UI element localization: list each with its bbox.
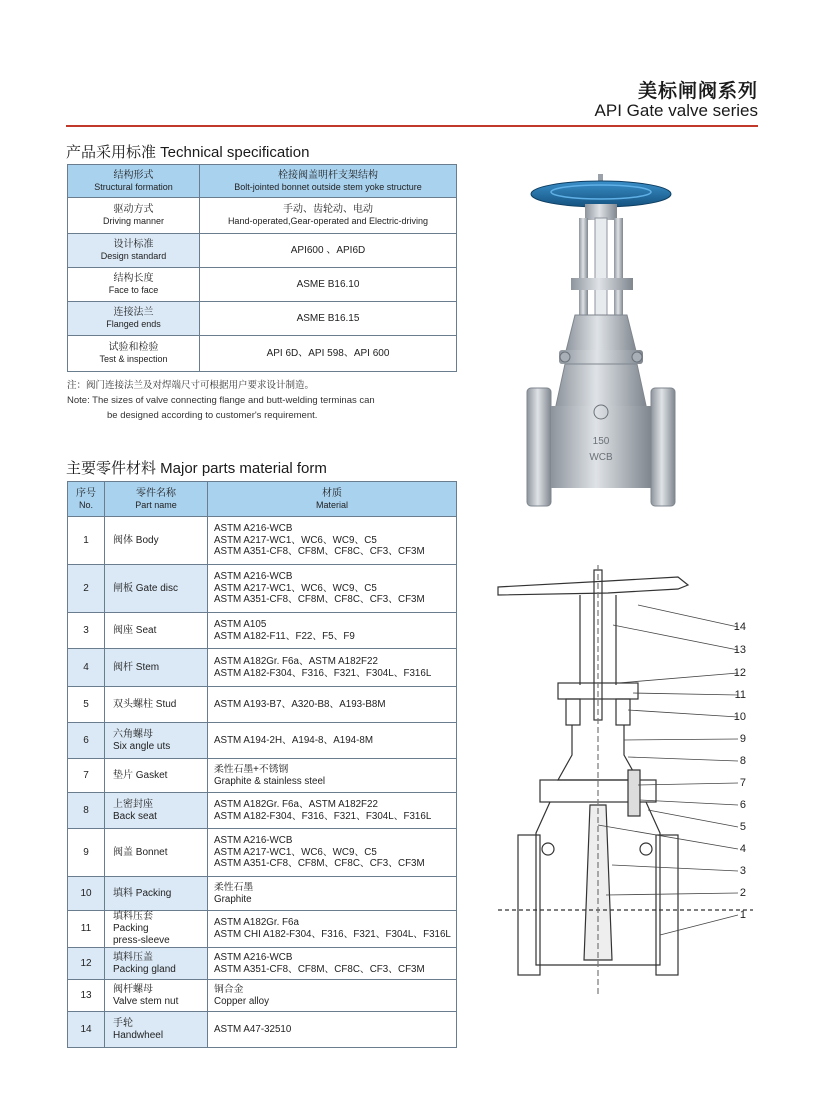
spec-row: [68, 302, 457, 336]
spec-section-title: 产品采用标准 Technical specification: [66, 144, 310, 161]
part-name: [105, 1012, 208, 1048]
bonnet-section: [558, 725, 638, 780]
parts-row: [68, 759, 457, 793]
material-line: ASTM A182Gr. F6a: [214, 917, 299, 929]
spec-value-en: Bolt-jointed bonnet outside stem yoke structure: [234, 181, 422, 192]
spec-label-en: Design standard: [100, 251, 167, 262]
page-title-en: API Gate valve series: [594, 101, 758, 120]
handwheel-section: [498, 577, 688, 595]
material-line: ASTM A351-CF8、CF8M、CF8C、CF3、CF3M: [214, 594, 425, 606]
part-name-line: 填料压盖: [113, 951, 153, 963]
valve-photo: [515, 160, 710, 525]
material-line: ASTM A182-F304、F316、F321、F304L、F316L: [214, 810, 432, 822]
spec-label-cn: 结构形式: [113, 169, 154, 181]
part-name-line: Six angle uts: [113, 740, 171, 752]
spec-label-cn: 试验和检验: [108, 342, 159, 354]
spec-value-en: Hand-operated,Gear-operated and Electric-driving: [227, 216, 429, 227]
part-name: [105, 565, 208, 613]
material-line: ASTM A182-F304、F316、F321、F304L、F316L: [214, 667, 432, 679]
spec-label-en: Face to face: [108, 285, 159, 296]
part-name-line: 手轮: [113, 1017, 133, 1029]
note-en-line-2: be designed according to customer's requirement.: [107, 410, 318, 421]
part-number: 13: [68, 980, 105, 1012]
flange-left-section: [518, 835, 540, 975]
callout-9: 9: [739, 733, 746, 745]
part-name-line: 闸板 Gate disc: [113, 582, 179, 594]
part-name: [105, 877, 208, 911]
material-line: ASTM A182Gr. F6a、ASTM A182F22: [214, 798, 378, 810]
bonnet-flange: [559, 350, 643, 364]
part-name: [105, 911, 208, 948]
material-line: ASTM A216-WCB: [214, 522, 293, 534]
gland-flange: [571, 278, 633, 290]
part-material: [208, 1012, 457, 1048]
part-name-line: 垫片 Gasket: [113, 769, 168, 781]
part-material: [208, 613, 457, 649]
header-name-en: Part name: [135, 499, 177, 510]
page-title-cn: 美标闸阀系列: [637, 80, 758, 102]
material-line: ASTM A351-CF8、CF8M、CF8C、CF3、CF3M: [214, 858, 425, 870]
part-name: [105, 613, 208, 649]
part-material: [208, 980, 457, 1012]
callout-8: 8: [739, 755, 746, 767]
part-name: [105, 687, 208, 723]
part-name: [105, 649, 208, 687]
part-name-line: 阀杆 Stem: [113, 661, 160, 673]
parts-row: [68, 948, 457, 980]
part-name-line: Packing gland: [113, 963, 176, 975]
part-material: [208, 793, 457, 829]
callout-10: 10: [733, 711, 746, 723]
part-name-line: Packing: [113, 923, 149, 934]
part-name-line: 上密封座: [113, 798, 153, 810]
header-no-cn: 序号: [76, 487, 96, 499]
part-material: [208, 649, 457, 687]
part-material: [208, 517, 457, 565]
parts-row: [68, 877, 457, 911]
material-line: Copper alloy: [214, 995, 270, 1007]
callout-5: 5: [739, 821, 746, 833]
part-name: [105, 759, 208, 793]
part-name: [105, 948, 208, 980]
parts-row: [68, 911, 457, 948]
header-no-en: No.: [78, 499, 93, 510]
spec-value-cn: 栓接阀盖明杆支架结构: [278, 169, 378, 181]
yoke-right: [614, 218, 623, 318]
spec-note: [67, 378, 457, 423]
part-number: 8: [68, 793, 105, 829]
bonnet: [565, 315, 637, 355]
part-name-line: 六角螺母: [113, 728, 153, 740]
part-material: [208, 829, 457, 877]
part-material: [208, 877, 457, 911]
part-number: 14: [68, 1012, 105, 1048]
material-line: ASTM A351-CF8、CF8M、CF8C、CF3、CF3M: [214, 546, 425, 558]
part-name: [105, 723, 208, 759]
material-line: ASTM A351-CF8、CF8M、CF8C、CF3、CF3M: [214, 963, 425, 975]
material-line: 铜合金: [214, 983, 244, 995]
part-name: [105, 517, 208, 565]
part-material: [208, 948, 457, 980]
header-material-cn: 材质: [322, 487, 342, 499]
parts-row: [68, 687, 457, 723]
part-number: 11: [68, 911, 105, 948]
parts-row: [68, 980, 457, 1012]
spec-value: ASME B16.15: [200, 302, 457, 336]
part-name-line: 填料 Packing: [113, 887, 172, 899]
part-number: 1: [68, 517, 105, 565]
spec-value: API600 、API6D: [200, 234, 457, 268]
part-name: [105, 980, 208, 1012]
part-number: 12: [68, 948, 105, 980]
material-line: ASTM A216-WCB: [214, 570, 293, 582]
spec-row: [68, 268, 457, 302]
flange-right: [651, 388, 675, 506]
parts-section-title: 主要零件材料 Major parts material form: [66, 460, 327, 477]
spec-row: [68, 234, 457, 268]
sectional-diagram: [488, 565, 758, 1000]
callout-4: 4: [739, 843, 746, 855]
spec-label-en: Driving manner: [102, 216, 165, 227]
callout-13: 13: [733, 644, 746, 656]
callout-2: 2: [739, 887, 746, 899]
bolt-icon: [632, 352, 642, 362]
part-number: 2: [68, 565, 105, 613]
part-name-line: press-sleeve: [113, 935, 170, 946]
spec-label-en: Structural formation: [94, 181, 173, 192]
part-material: [208, 687, 457, 723]
spec-table: [67, 164, 457, 372]
yoke-left: [579, 218, 588, 318]
callout-12: 12: [733, 667, 746, 679]
part-name-line: Back seat: [113, 810, 157, 822]
parts-row: [68, 649, 457, 687]
material-line: ASTM A105: [214, 618, 267, 630]
spec-label-cn: 连接法兰: [113, 307, 154, 319]
part-name: [105, 793, 208, 829]
callout-3: 3: [739, 865, 746, 877]
parts-row: [68, 613, 457, 649]
part-name-line: 阀体 Body: [113, 534, 159, 546]
part-material: [208, 565, 457, 613]
part-name-line: 双头螺柱 Stud: [113, 698, 177, 710]
note-en-line-1: Note: The sizes of valve connecting flange and butt-welding terminas can: [67, 395, 375, 406]
spec-label-en: Test & inspection: [99, 354, 168, 365]
parts-row: [68, 829, 457, 877]
material-line: ASTM A217-WC1、WC6、WC9、C5: [214, 582, 377, 594]
material-line: ASTM CHI A182-F304、F316、F321、F304L、F316L: [214, 929, 451, 940]
callout-1: 1: [739, 909, 746, 921]
material-line: Graphite: [214, 893, 252, 905]
material-line: ASTM A217-WC1、WC6、WC9、C5: [214, 846, 377, 858]
callout-14: 14: [733, 621, 746, 633]
parts-row: [68, 1012, 457, 1048]
note-cn: 注：阀门连接法兰及对焊端尺寸可根据用户要求设计制造。: [67, 380, 315, 391]
flange-right-section: [656, 835, 678, 975]
callout-6: 6: [739, 799, 746, 811]
part-name-line: 阀座 Seat: [113, 624, 157, 636]
parts-row: [68, 793, 457, 829]
bolt-icon: [560, 352, 570, 362]
material-line: ASTM A193-B7、A320-B8、A193-B8M: [214, 698, 386, 710]
part-name-line: 填料压套: [113, 911, 153, 922]
spec-label-cn: 设计标准: [113, 239, 154, 251]
part-name-line: 阀盖 Bonnet: [113, 846, 168, 858]
callout-labels: [734, 621, 746, 921]
callout-7: 7: [739, 777, 746, 789]
part-number: 7: [68, 759, 105, 793]
material-line: 柔性石墨+不锈钢: [214, 763, 289, 775]
spec-row: [68, 336, 457, 372]
callout-11: 11: [734, 689, 746, 701]
spec-row: [68, 165, 457, 198]
spec-value-cn: 手动、齿轮动、电动: [283, 204, 373, 216]
material-line: ASTM A216-WCB: [214, 834, 293, 846]
casting-material: WCB: [589, 452, 613, 463]
part-material: [208, 723, 457, 759]
material-line: ASTM A47-32510: [214, 1023, 292, 1035]
material-line: ASTM A217-WC1、WC6、WC9、C5: [214, 534, 377, 546]
spec-label-cn: 驱动方式: [113, 204, 154, 216]
parts-row: [68, 723, 457, 759]
part-number: 5: [68, 687, 105, 723]
parts-row: [68, 517, 457, 565]
spec-value: API 6D、API 598、API 600: [200, 336, 457, 372]
header-material-en: Material: [315, 499, 348, 510]
part-name-line: Handwheel: [113, 1029, 164, 1041]
material-line: Graphite & stainless steel: [214, 775, 326, 787]
part-number: 9: [68, 829, 105, 877]
part-number: 6: [68, 723, 105, 759]
spec-row: [68, 198, 457, 234]
part-material: [208, 759, 457, 793]
part-number: 10: [68, 877, 105, 911]
casting-rating: 150: [592, 436, 610, 447]
part-name-line: Valve stem nut: [113, 995, 179, 1007]
header-name-cn: 零件名称: [136, 487, 176, 499]
header-divider: [66, 125, 758, 127]
material-line: ASTM A182Gr. F6a、ASTM A182F22: [214, 655, 378, 667]
part-number: 3: [68, 613, 105, 649]
parts-row: [68, 565, 457, 613]
spec-label-en: Flanged ends: [106, 319, 161, 330]
callout-leaders: [598, 605, 738, 935]
material-line: ASTM A194-2H、A194-8、A194-8M: [214, 734, 373, 746]
part-name-line: 阀杆螺母: [113, 983, 153, 995]
parts-table: [67, 481, 457, 1048]
spec-value: ASME B16.10: [200, 268, 457, 302]
flange-left: [527, 388, 551, 506]
material-line: ASTM A216-WCB: [214, 951, 293, 963]
spec-label-cn: 结构长度: [113, 273, 154, 285]
part-number: 4: [68, 649, 105, 687]
stem: [595, 218, 607, 328]
part-name: [105, 829, 208, 877]
parts-header-row: [68, 482, 457, 517]
part-material: [208, 911, 457, 948]
material-line: ASTM A182-F11、F22、F5、F9: [214, 630, 355, 642]
material-line: 柔性石墨: [214, 881, 254, 893]
